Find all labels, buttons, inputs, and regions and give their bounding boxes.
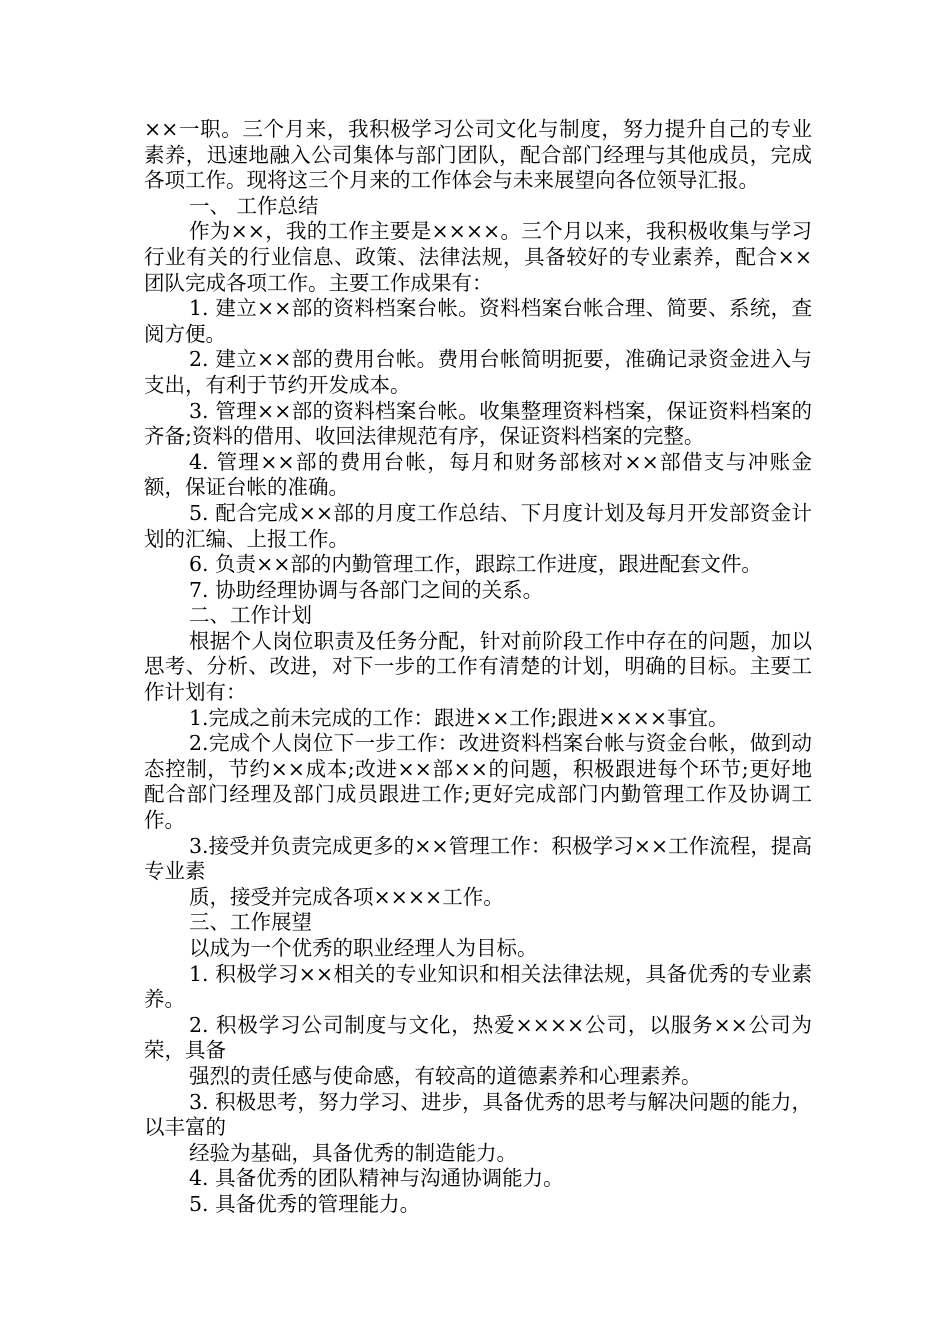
plan-item-3-continued: 质，接受并完成各项××××工作。 [189, 884, 504, 909]
summary-lead-paragraph: 作为××，我的工作主要是××××。三个月以来，我积极收集与学习行业有关的行业信息、政策、法律法规，具备较好的专业素养，配合××团队完成各项工作。主要工作成果有： [144, 219, 812, 295]
section-heading-plan: 二、工作计划 [189, 603, 312, 628]
summary-item-3: 3. 管理××部的资料档案台帐。收集整理资料档案，保证资料档案的齐备;资料的借用、收回法律规范有序，保证资料档案的完整。 [144, 398, 812, 449]
summary-item-6: 6. 负责××部的内勤管理工作，跟踪工作进度，跟进配套文件。 [189, 552, 762, 577]
summary-item-1: 1. 建立××部的资料档案台帐。资料档案台帐合理、简要、系统，查阅方便。 [144, 296, 812, 346]
outlook-item-3: 3. 积极思考，努力学习、进步，具备优秀的思考与解决问题的能力，以丰富的 [144, 1089, 812, 1140]
plan-lead-paragraph: 根据个人岗位职责及任务分配，针对前阶段工作中存在的问题，加以思考、分析、改进，对下一步的工作有清楚的计划，明确的目标。主要工作计划有： [144, 628, 812, 705]
outlook-item-5: 5. 具备优秀的管理能力。 [189, 1191, 421, 1216]
intro-paragraph: ××一职。三个月来，我积极学习公司文化与制度，努力提升自己的专业素养，迅速地融入公司集体与部门团队，配合部门经理与其他成员，完成各项工作。现将这三个月来的工作体会与未来展望向各位领导汇报。 [144, 117, 812, 193]
plan-item-1: 1.完成之前未完成的工作：跟进××工作;跟进××××事宜。 [189, 705, 729, 730]
outlook-item-1: 1. 积极学习××相关的专业知识和相关法律法规，具备优秀的专业素养。 [144, 961, 812, 1012]
outlook-item-2: 2. 积极学习公司制度与文化，热爱××××公司，以服务××公司为荣，具备 [144, 1012, 812, 1063]
plan-item-2: 2.完成个人岗位下一步工作：改进资料档案台帐与资金台帐，做到动态控制，节约××成本;改进××部××的问题，积极跟进每个环节;更好地配合部门经理及部门成员跟进工作;更好完成部门内勤管理工作及协调工作。 [144, 731, 812, 833]
plan-item-3: 3.接受并负责完成更多的××管理工作：积极学习××工作流程，提高专业素 [144, 833, 812, 884]
outlook-item-4: 4. 具备优秀的团队精神与沟通协调能力。 [189, 1166, 564, 1191]
section-heading-outlook: 三、工作展望 [189, 910, 312, 935]
summary-item-7: 7. 协助经理协调与各部门之间的关系。 [189, 577, 544, 602]
summary-item-4: 4. 管理××部的费用台帐，每月和财务部核对××部借支与冲账金额，保证台帐的准确。 [144, 449, 812, 500]
outlook-item-3-continued: 经验为基础，具备优秀的制造能力。 [189, 1140, 517, 1165]
outlook-item-2-continued: 强烈的责任感与使命感，有较高的道德素养和心理素养。 [189, 1063, 702, 1088]
summary-item-5: 5. 配合完成××部的月度工作总结、下月度计划及每月开发部资金计划的汇编、上报工作。 [144, 500, 812, 551]
section-heading-summary: 一、 工作总结 [189, 193, 319, 218]
summary-item-2: 2. 建立××部的费用台帐。费用台帐简明扼要，准确记录资金进入与支出，有利于节约开发成本。 [144, 347, 812, 397]
document-page [144, 117, 812, 1218]
outlook-lead-paragraph: 以成为一个优秀的职业经理人为目标。 [189, 936, 538, 960]
